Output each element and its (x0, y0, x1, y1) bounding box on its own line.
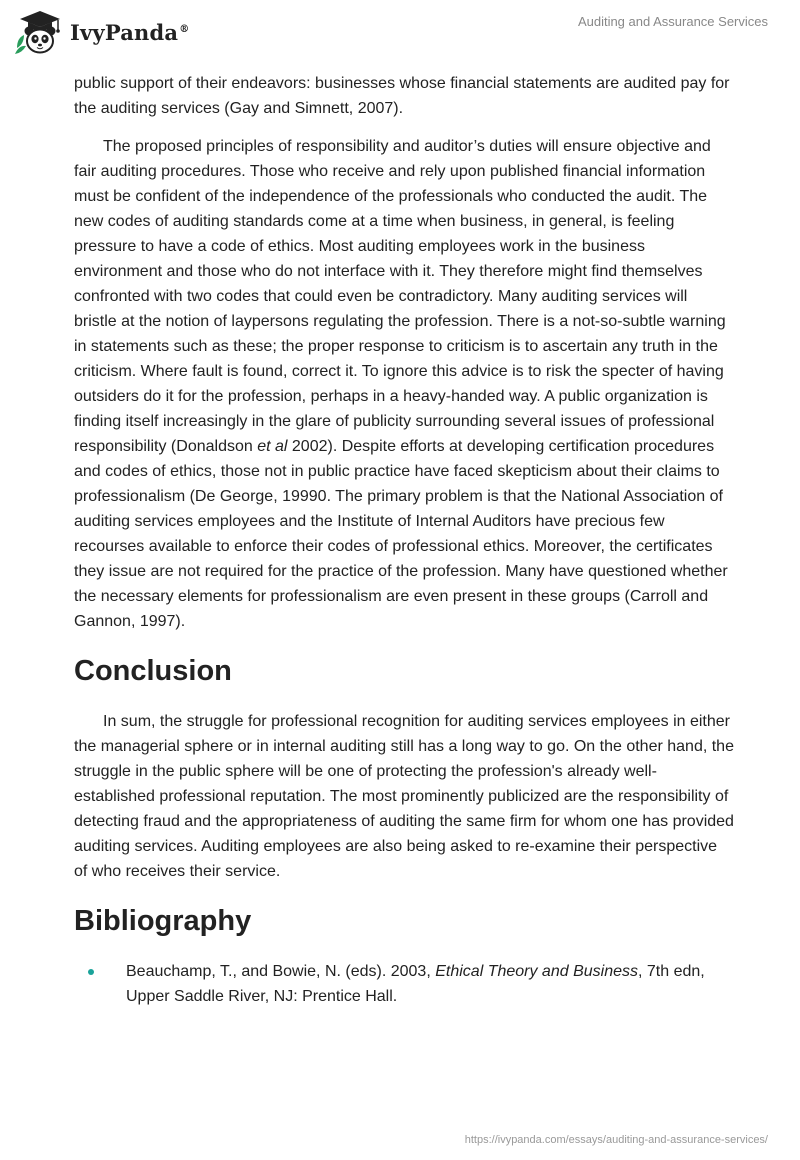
bibliography-list (74, 959, 734, 1009)
ivypanda-logo[interactable] (14, 8, 189, 56)
citation-et-al: et al (257, 438, 288, 455)
logo-wordmark (70, 20, 189, 45)
page-header (0, 0, 800, 64)
essay-content (74, 71, 734, 1009)
panda-graduate-icon (14, 8, 66, 56)
bib-entry-publisher: , 7th edn, Upper Saddle River, NJ: Prentice Hall. (126, 963, 705, 1005)
document-title: Auditing and Assurance Services (577, 14, 768, 29)
registered-mark: ® (179, 23, 190, 35)
footer-source-url[interactable]: https://ivypanda.com/essays/auditing-and-assurance-services/ (464, 1134, 768, 1146)
bib-entry-title: Ethical Theory and Business (435, 963, 638, 980)
paragraph-responsibility (74, 134, 734, 634)
paragraph-conclusion: In sum, the struggle for professional recognition for auditing services employees in either the managerial sphere or in internal auditing still has a long way to go. On the other hand, the struggle in the public sphere will be one of protecting the profession's already well-established professional reputation. The most prominently publicized are the responsibility of detecting fraud and the appropriateness of auditing the same firm for whom one has provided auditing services. Auditing employees are also being asked to re-examine their perspective of who receives their service. (74, 713, 734, 880)
bullet-icon (88, 969, 94, 975)
bibliography-entry (74, 959, 734, 1009)
conclusion-heading: Conclusion (74, 655, 232, 687)
paragraph-continuation: public support of their endeavors: businesses whose financial statements are audited pay for the auditing services (Gay and Simnett, 2007). (74, 75, 730, 117)
paragraph-text-part-b: 2002). Despite efforts at developing certification procedures and codes of ethics, those not in public practice have faced skepticism about their claims to professionalism (De George, 19990. The primary problem is that the National Association of auditing services employees and the Institute of Internal Auditors have precious few recourses available to enforce their codes of professional ethics. Moreover, the certificates they issue are not required for the practice of the profession. Many have questioned whether the necessary elements for professionalism are even present in these groups (Carroll and Gannon, 1997). (74, 438, 728, 630)
bib-entry-authors: Beauchamp, T., and Bowie, N. (eds). 2003, (126, 963, 436, 980)
logo-name: IvyPanda (70, 19, 179, 45)
paragraph-text-part-a: The proposed principles of responsibility and auditor’s duties will ensure objective and fair auditing procedures. Those who receive and rely upon published financial information must be confident of the independence of the professionals who conducted the audit. The new codes of auditing standards come at a time when business, in general, is feeling pressure to have a code of ethics. Most auditing employees work in the business environment and those who do not interface with it. They therefore might find themselves confronted with two codes that could even be contradictory. Many auditing services will bristle at the notion of laypersons regulating the profession. There is a not-so-subtle warning in statements such as these; the proper response to criticism is to ascertain any truth in the criticism. Where fault is found, correct it. To ignore this advice is to risk the specter of having outsiders do it for the profession, perhaps in a heavy-handed way. A public organization is finding itself increasingly in the glare of publicity surrounding several issues of professional responsibility (Donaldson (74, 138, 726, 455)
bibliography-heading: Bibliography (74, 905, 252, 937)
